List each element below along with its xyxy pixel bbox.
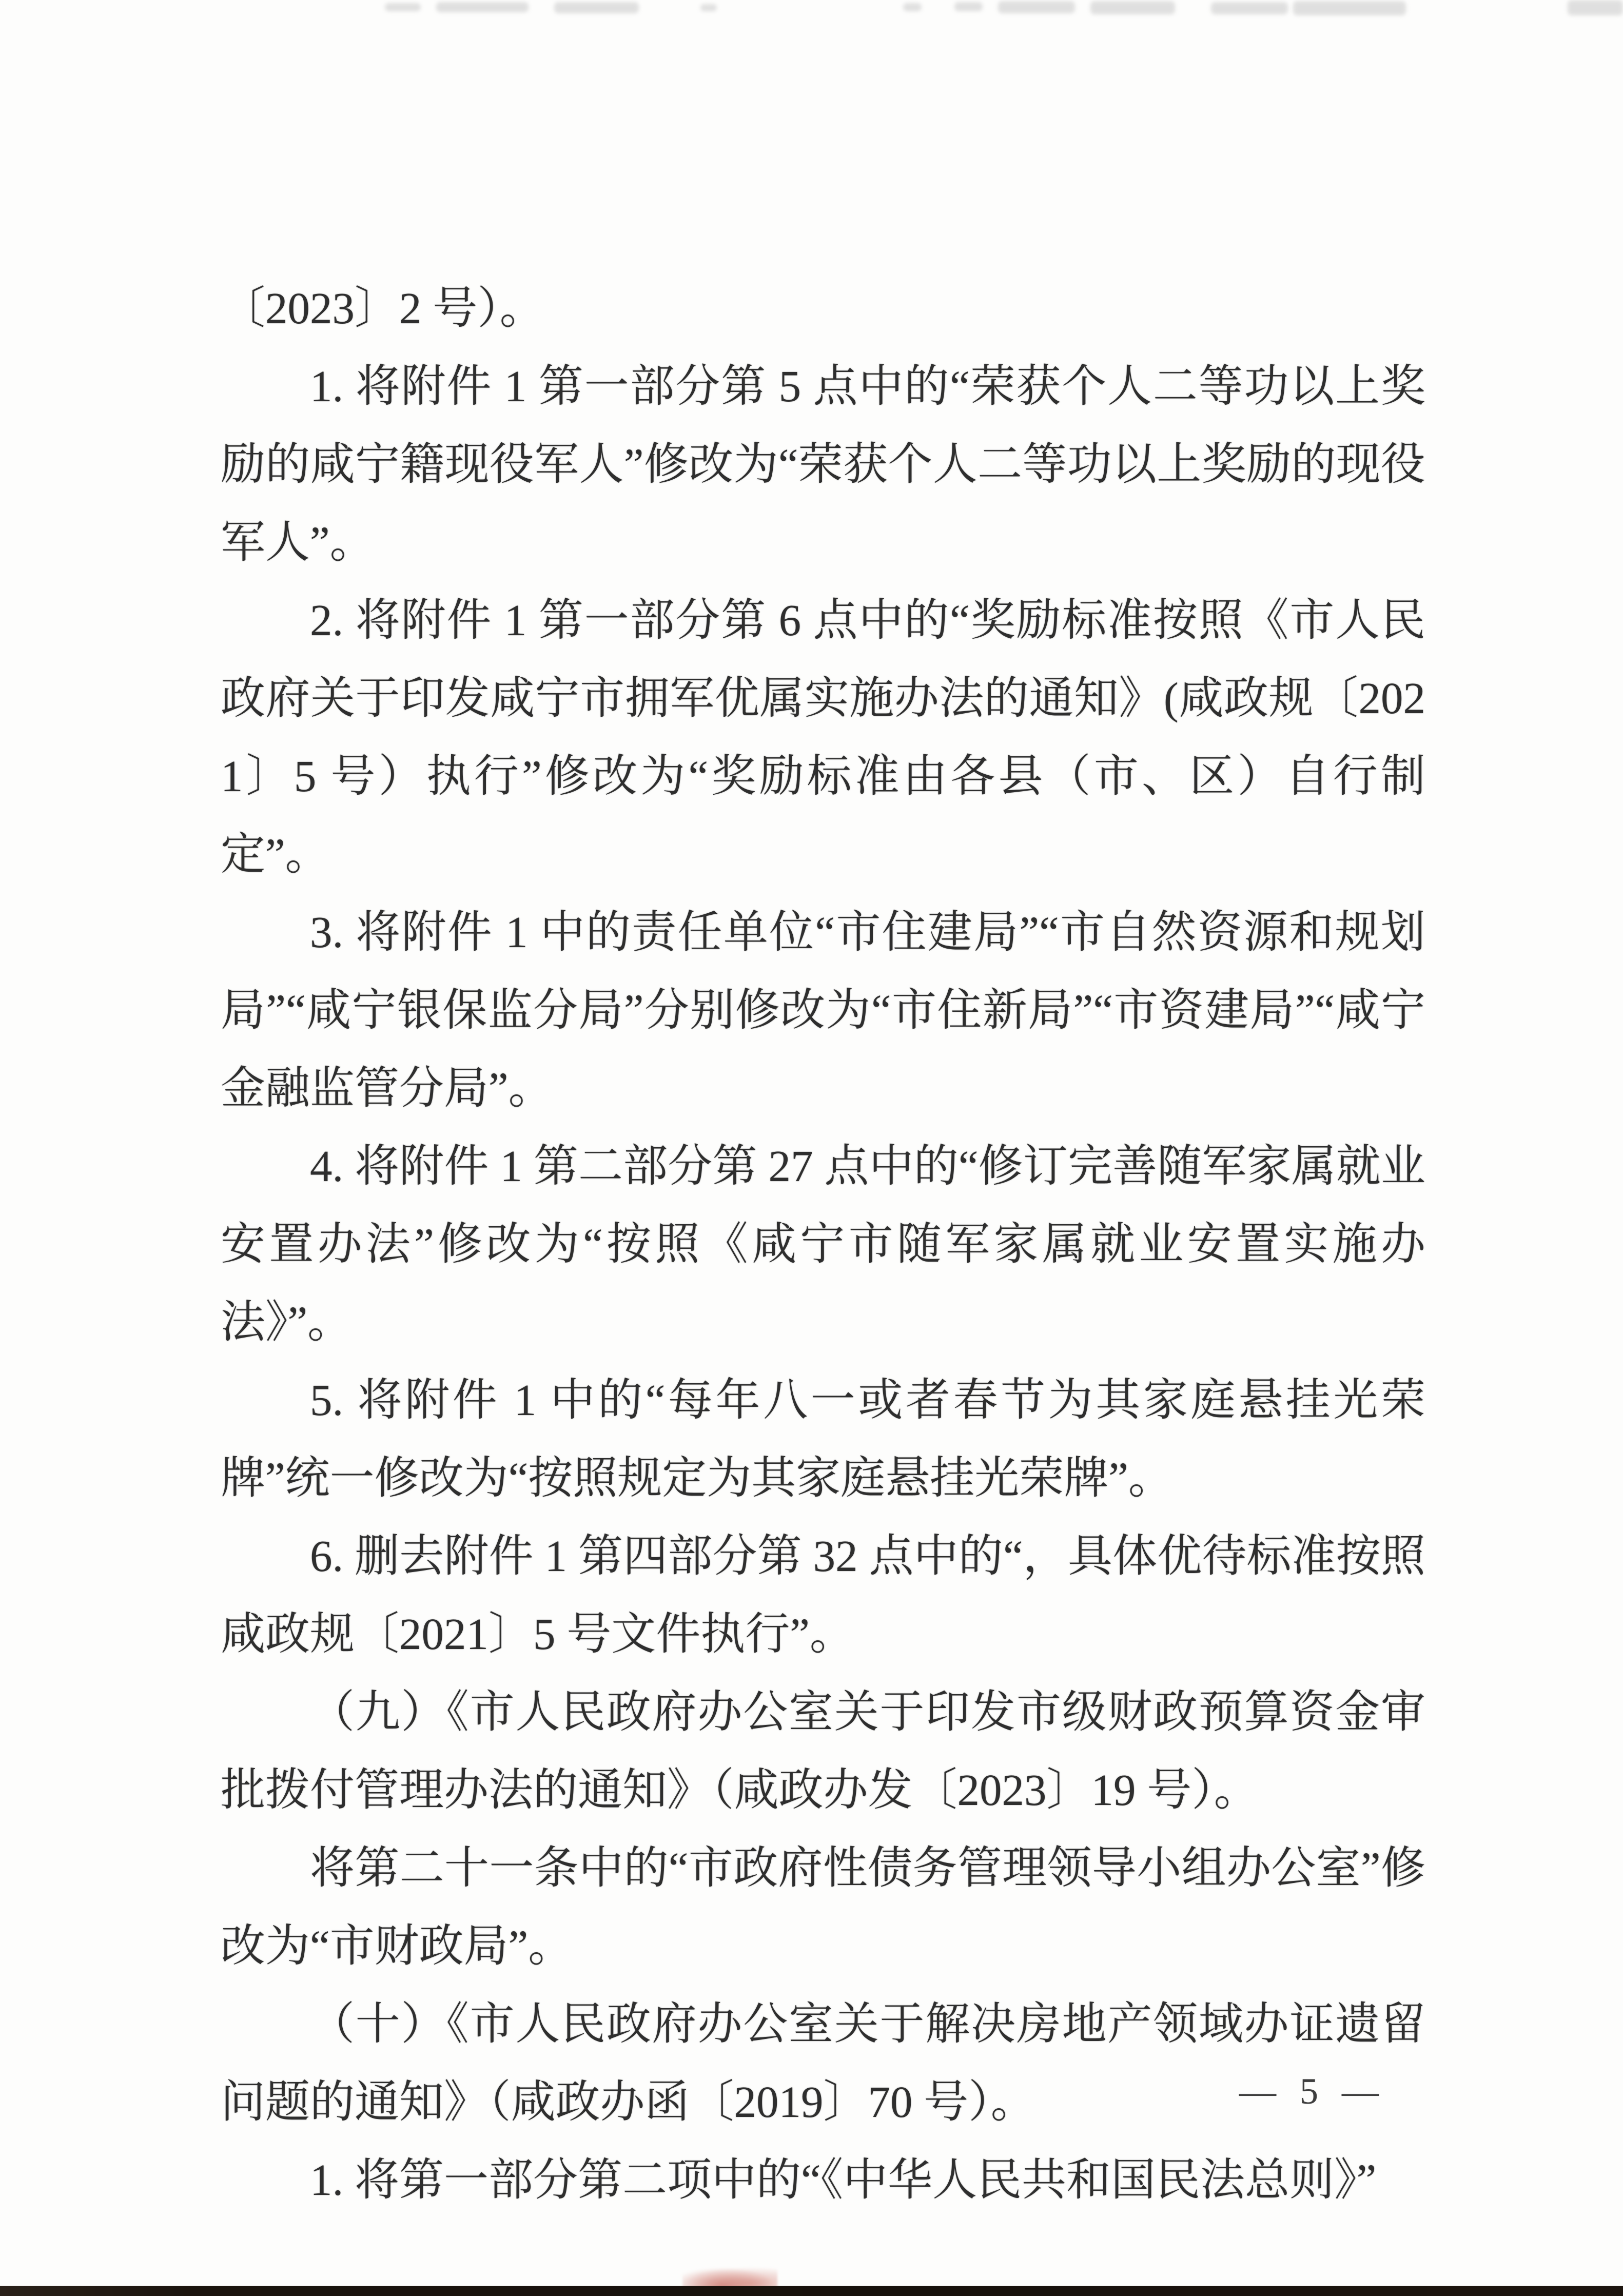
document-text (221, 269, 1425, 2219)
top-smudge (1090, 1, 1175, 14)
top-smudge (1293, 1, 1406, 15)
top-smudge (436, 2, 529, 12)
paragraph: （十）《市人民政府办公室关于解决房地产领域办证遗留问题的通知》（咸政办函〔2019〕70 号）。 (221, 1999, 1425, 2127)
top-smudge (954, 2, 983, 11)
paragraph: 3. 将附件 1 中的责任单位“市住建局”“市自然资源和规划局”“咸宁银保监分局”分别修改为“市住新局”“市资建局”“咸宁金融监管分局”。 (221, 907, 1425, 1113)
top-smudge (998, 1, 1075, 13)
paragraph: 将第二十一条中的“市政府性债务管理领导小组办公室”修改为“市财政局”。 (221, 1843, 1425, 1971)
top-smudge (700, 4, 717, 11)
paragraph: 2. 将附件 1 第一部分第 6 点中的“奖励标准按照《市人民政府关于印发咸宁市拥军优属实施办法的通知》(咸政规〔2021〕5 号）执行”修改为“奖励标准由各县（市、区）自行制定”。 (221, 595, 1425, 879)
paragraph: 1. 将附件 1 第一部分第 5 点中的“荣获个人二等功以上奖励的咸宁籍现役军人”修改为“荣获个人二等功以上奖励的现役军人”。 (221, 361, 1425, 567)
paragraph: 5. 将附件 1 中的“每年八一或者春节为其家庭悬挂光荣牌”统一修改为“按照规定为其家庭悬挂光荣牌”。 (221, 1375, 1425, 1503)
paragraph: 4. 将附件 1 第二部分第 27 点中的“修订完善随军家属就业安置办法”修改为“按照《咸宁市随军家属就业安置实施办法》”。 (221, 1141, 1425, 1347)
top-smudge (903, 3, 922, 11)
top-smudge (385, 3, 421, 11)
paragraph: 1. 将第一部分第二项中的“《中华人民共和国民法总则》” (310, 2155, 1377, 2205)
scan-stain (682, 2267, 777, 2288)
paragraph: 6. 删去附件 1 第四部分第 32 点中的“，具体优待标准按照咸政规〔2021〕5 号文件执行”。 (221, 1531, 1425, 1659)
top-smudge (554, 2, 639, 13)
page-number: — 5 — (1239, 2071, 1386, 2112)
paragraph: （九）《市人民政府办公室关于印发市级财政预算资金审批拨付管理办法的通知》（咸政办发〔2023〕19 号）。 (221, 1687, 1425, 1815)
paragraph: 〔2023〕2 号）。 (221, 283, 544, 333)
top-smudge (1568, 0, 1623, 15)
top-smudge (1211, 2, 1288, 14)
scan-edge-band (0, 2286, 1623, 2296)
